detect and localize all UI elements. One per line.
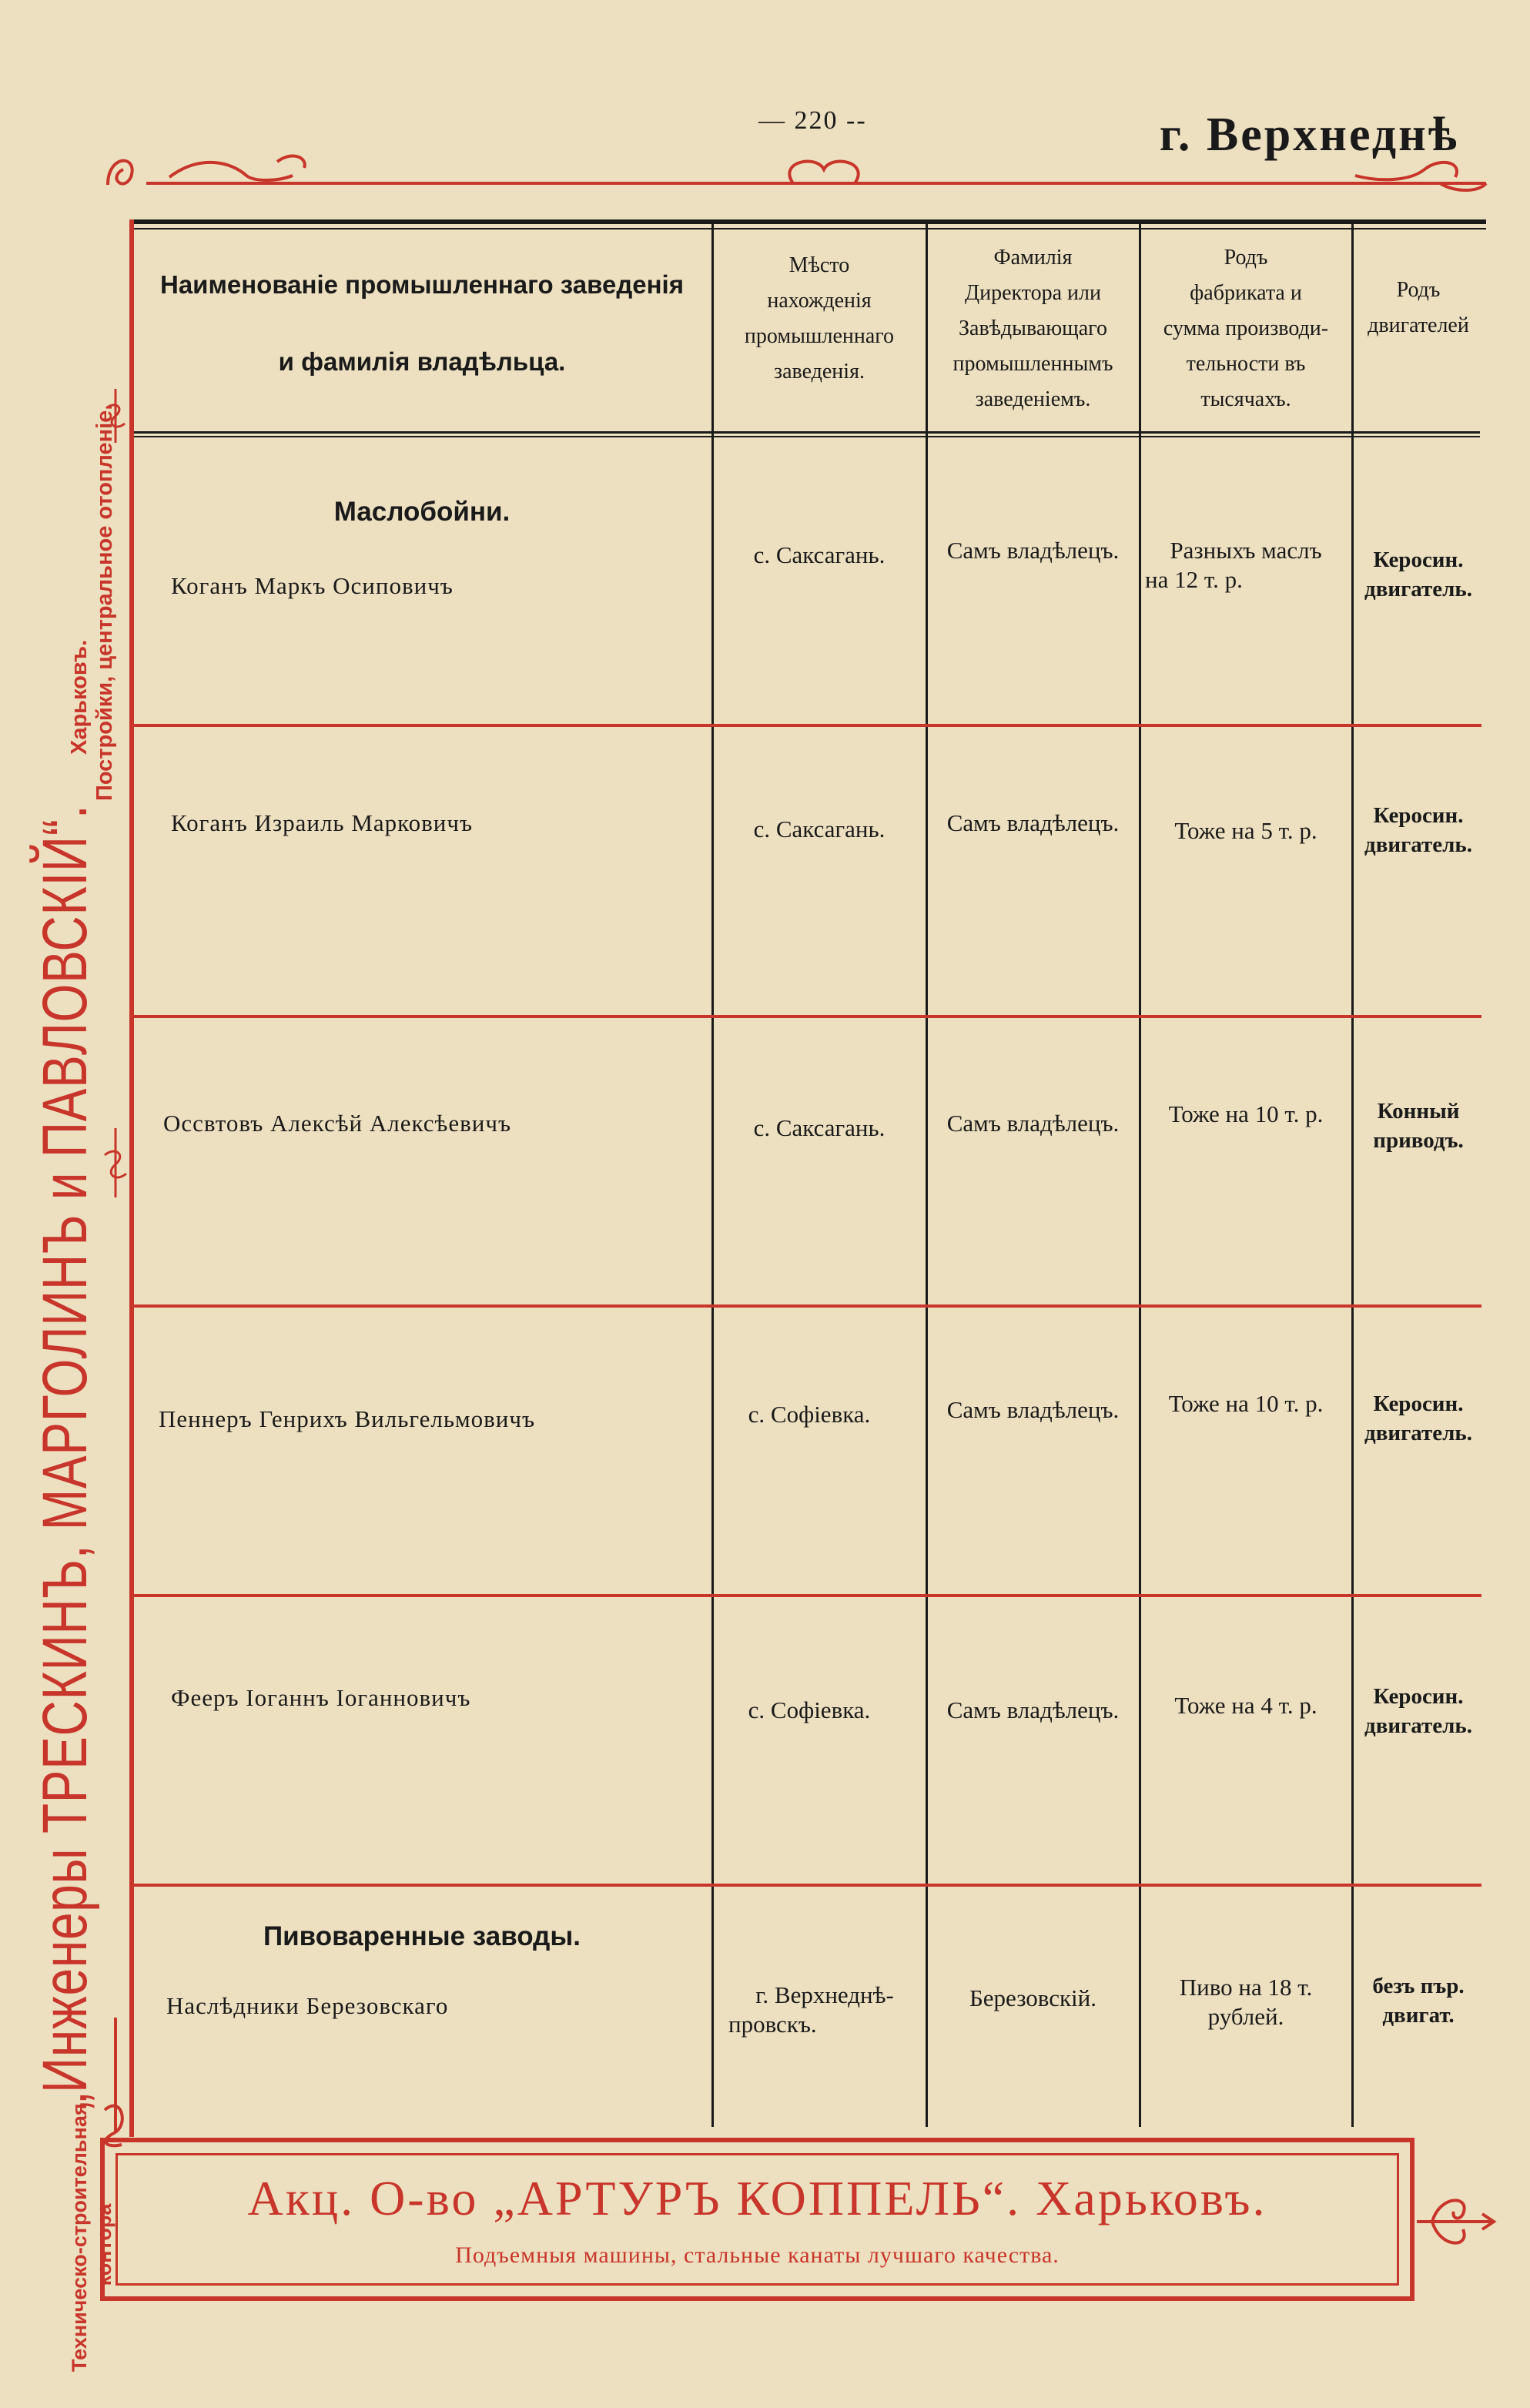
owner-name: Коганъ Маркъ Осиповичъ [171,572,454,599]
header-bottom-rule-thin [132,436,1480,437]
product-line: на 12 т. р. [1145,566,1243,593]
side-ornament-icon [100,385,131,447]
location-line: г. Верхнеднѣ- [755,1981,894,2008]
header-product-line: фабриката и [1190,281,1302,305]
engine-line: двигатель. [1364,1421,1472,1445]
product [1140,1973,1351,2031]
owner-name: Фееръ Іоганнъ Іоганновичъ [171,1684,471,1711]
header-bottom-rule [132,431,1480,434]
header-product-line: тысячахъ. [1200,387,1291,411]
owner-name: Коганъ Израиль Марковичъ [171,809,473,836]
header-name [132,246,711,400]
director: Самъ владѣлецъ. [946,537,1120,564]
header-director-line: заведеніемъ. [975,387,1091,411]
header-location [713,248,926,390]
owner-name: Пеннеръ Генрихъ Вильгельмовичъ [159,1405,535,1432]
section-heading: Пивоваренные заводы. [263,1921,581,1951]
side-ornament-icon [99,2018,132,2148]
col-divider-4 [1351,223,1354,2127]
location-line: провскъ. [728,2011,817,2038]
location: с. Саксагань. [753,1114,886,1141]
product: Тоже на 10 т. р. [1168,1390,1324,1417]
header-director-line: Директора или [965,281,1101,305]
header-engine-line: Родъ [1396,278,1441,302]
row-separator [132,724,1481,727]
engine [1353,1097,1484,1155]
header-product-line: сумма производи- [1163,316,1329,340]
header-director-line: Завѣдывающаго [959,316,1107,340]
table-top-rule [132,219,1486,224]
side-ornament-icon [100,1124,131,1201]
engine-line: двигатель. [1364,577,1472,601]
row-separator [132,1304,1481,1308]
col-divider-1 [711,223,714,2127]
product-line: рублей. [1207,2003,1284,2030]
engine-line: двигатель. [1364,832,1472,857]
engine-line: Керосин. [1373,1684,1464,1709]
engine-line: безъ пър. [1372,1974,1465,1998]
engine-line: Керосин. [1373,803,1464,828]
col-divider-3 [1139,223,1141,2127]
col-divider-2 [926,223,928,2127]
header-product-line: Родъ [1224,246,1268,270]
owner-name: Наслѣдники Березовскаго [166,1992,449,2019]
location: с. Саксагань. [753,541,886,568]
header-director [927,240,1139,417]
page-number: — 220 -- [758,106,867,135]
location: с. Саксагань. [753,816,886,842]
engine [1353,1682,1484,1740]
header-name-line: и фамилія владѣльца. [278,347,566,376]
product: Тоже на 5 т. р. [1174,817,1317,844]
running-title: г. Верхнеднѣ [1159,109,1459,161]
product-line: Разныхъ маслъ [1170,537,1322,564]
header-director-line: промышленнымъ [952,352,1113,376]
row-separator [132,1594,1481,1597]
director: Березовскій. [969,1984,1096,2011]
engine-line: приводъ. [1373,1128,1464,1153]
header-product-line: тельности въ [1186,352,1306,376]
side-ad-line: контора [92,2203,116,2286]
engine-line: Керосин. [1373,1392,1464,1416]
flourish-icon [1417,2187,1502,2256]
engine [1353,1389,1484,1448]
product-line: Пиво на 18 т. [1179,1974,1313,2001]
header-location-line: Мѣсто [788,253,850,277]
ad-products: Подъемныя машины, стальные канаты лучшаго качества. [455,2242,1060,2268]
side-ad-city: Харьковъ. [67,639,92,755]
side-ad-company-name: „Инженеры ТРЕСКИНЪ, МАРГОЛИНЪ и ПАВЛОВСКІЙ“. [30,804,100,2110]
engine [1353,801,1484,859]
product: Тоже на 10 т. р. [1168,1100,1324,1127]
header-engine [1353,273,1484,343]
header-product [1140,240,1351,417]
header-location-line: нахожденія [767,289,872,313]
engine-line: Конный [1377,1099,1460,1124]
row-separator [132,1884,1481,1887]
engine [1353,545,1484,604]
director: Самъ владѣлецъ. [946,1110,1120,1137]
director: Самъ владѣлецъ. [946,809,1120,836]
product: Тоже на 4 т. р. [1174,1692,1317,1719]
location: с. Софіевка. [748,1401,871,1428]
side-ad-line: Техническо-строительная [68,2103,91,2372]
header-location-line: промышленнаго [744,324,895,348]
header-location-line: заведенія. [774,360,865,383]
engine-line: двигатель. [1364,1713,1472,1738]
header-name-line: Наименованіе промышленнаго заведенія [160,270,684,299]
engine [1353,1971,1484,2030]
side-ad-details [67,262,118,801]
product [1140,536,1351,594]
engine-line: Керосин. [1373,548,1464,572]
row-separator [132,1015,1481,1018]
location [724,1981,926,2039]
director: Самъ владѣлецъ. [946,1396,1120,1423]
owner-name: Оссвтовъ Алексѣй Алексѣевичъ [163,1110,511,1137]
section-heading: Маслобойни. [333,497,511,527]
location: с. Софіевка. [748,1696,871,1723]
table-top-rule-thin [132,228,1486,229]
engine-line: двигат. [1382,2003,1455,2028]
header-engine-line: двигателей [1368,313,1469,337]
bottom-advertisement [100,2138,1414,2301]
director: Самъ владѣлецъ. [946,1696,1120,1723]
ornament-top [100,146,1502,200]
side-ad-services: Постройки, центральное отопленіе. [92,404,117,801]
header-director-line: Фамилія [993,246,1073,270]
ad-company-name: Акц. О-во „АРТУРЪ КОППЕЛЬ“. Харьковъ. [247,2171,1267,2225]
